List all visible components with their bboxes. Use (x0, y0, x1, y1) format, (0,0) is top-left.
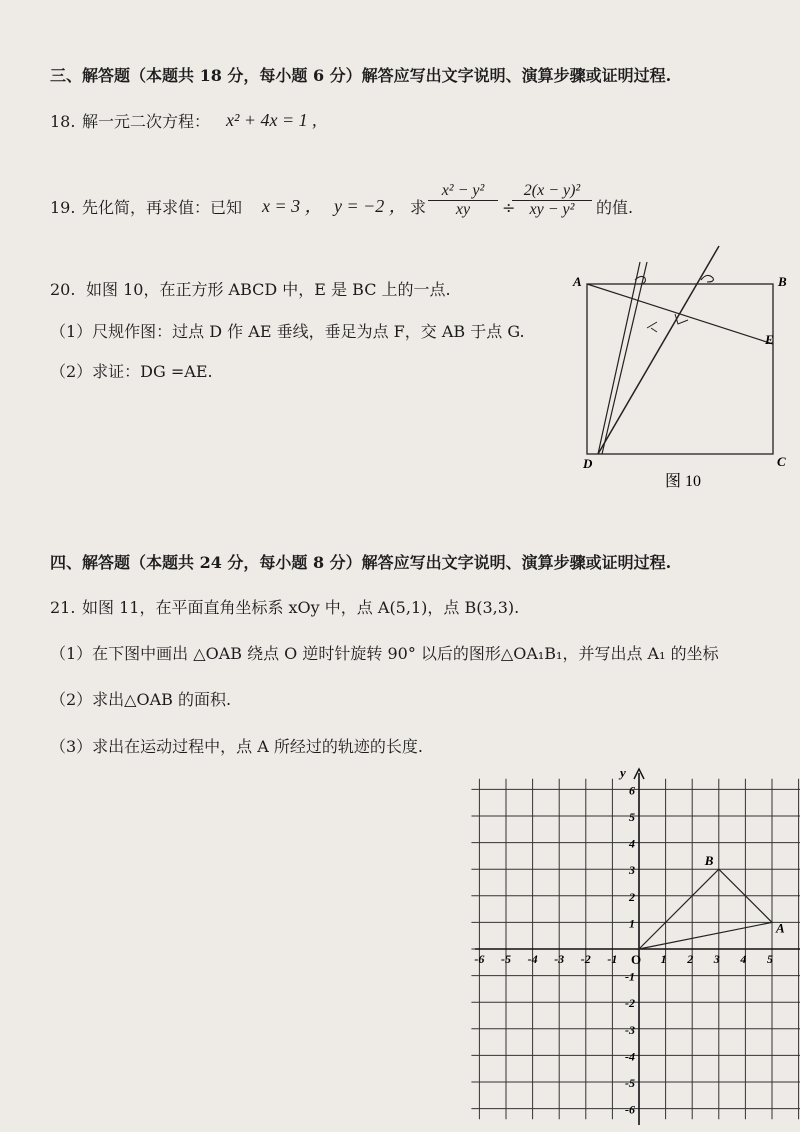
y-tick-label: -1 (625, 969, 635, 984)
q18-text: 解一元二次方程： (82, 112, 211, 131)
section3-heading: 三、解答题（本题共 18 分，每小题 6 分）解答应写出文字说明、演算步骤或证明过程. (50, 66, 672, 85)
x-tick-label: 5 (767, 952, 773, 966)
point-a-label: A (776, 920, 785, 936)
compass-arc-2 (701, 275, 713, 282)
q21-part3: （3）求出在运动过程中，点 A 所经过的轨迹的长度. (50, 737, 423, 756)
q19-fraction-1-numerator: x² − y² (428, 182, 498, 201)
x-tick-label: 3 (713, 952, 720, 966)
perpendicular-df (598, 246, 719, 454)
x-tick-label: 2 (687, 952, 694, 966)
y-tick-label: -4 (625, 1049, 635, 1064)
x-tick-label: -6 (474, 952, 485, 966)
y-tick-labels (625, 783, 635, 1116)
coordinate-axes (475, 769, 800, 1125)
q19-number: 19. (50, 198, 76, 217)
y-tick-label: 2 (629, 889, 635, 904)
x-tick-label: -2 (580, 952, 591, 966)
q20-stem: 如图 10，在正方形 ABCD 中，E 是 BC 上的一点. (86, 280, 451, 299)
label-c: C (777, 454, 786, 469)
x-tick-label: 4 (740, 952, 747, 966)
label-d: D (583, 456, 593, 471)
pencil-mark (647, 322, 657, 332)
y-tick-label: -3 (625, 1022, 635, 1037)
y-tick-label: 4 (629, 836, 635, 851)
x-tick-labels (474, 952, 773, 966)
label-a: A (573, 274, 582, 289)
q19-y-value: y = −2 ， (334, 196, 407, 216)
y-tick-label: -2 (625, 996, 635, 1011)
q21-part1: （1）在下图中画出 △OAB 绕点 O 逆时针旋转 90° 以后的图形△OA₁B₁，并写出点 A₁ 的坐标 (50, 644, 719, 663)
y-tick-label: 3 (629, 863, 635, 878)
q21-number: 21. (50, 598, 76, 617)
y-tick-label: -5 (625, 1076, 635, 1090)
q19-text1: 先化简，再求值：已知 (82, 198, 243, 217)
x-tick-label: -4 (527, 952, 538, 966)
q19-fraction-1-denominator: xy (455, 201, 471, 218)
q18-equation: x² + 4x = 1 , (226, 110, 317, 130)
label-e: E (765, 332, 774, 347)
x-tick-label: -1 (607, 952, 618, 966)
q19-fraction-2-numerator: 2(x − y)² (512, 182, 592, 201)
construction-line-1 (598, 262, 640, 454)
label-b: B (778, 274, 787, 289)
figure-11-coordinate-grid (470, 765, 800, 1132)
q19-fraction-2-denominator: xy − y² (529, 201, 575, 218)
x-tick-label: 1 (660, 952, 667, 966)
q20-part2: （2）求证：DG =AE. (50, 362, 213, 381)
q19-x-value: x = 3 ， (262, 196, 323, 216)
square-abcd (587, 284, 773, 454)
y-tick-label: 6 (629, 783, 635, 798)
point-b-label: B (704, 853, 714, 869)
q21-stem: 如图 11，在平面直角坐标系 xOy 中，点 A(5,1)，点 B(3,3). (82, 598, 520, 617)
q18-number: 18. (50, 112, 76, 131)
figure-10 (565, 240, 800, 510)
q21-part2: （2）求出△OAB 的面积. (50, 690, 232, 709)
section4-heading: 四、解答题（本题共 24 分，每小题 8 分）解答应写出文字说明、演算步骤或证明过程. (50, 553, 672, 572)
q19-divide-sign: ÷ (502, 198, 516, 217)
y-tick-label: 1 (629, 916, 635, 931)
y-tick-label: -6 (625, 1102, 635, 1117)
x-tick-label: -5 (501, 952, 511, 966)
triangle-oab (639, 869, 772, 949)
q19-text3: 的值. (596, 198, 634, 217)
q19-text2: 求 (410, 198, 427, 217)
q19-fraction-1 (428, 182, 498, 219)
q20-part1: （1）尺规作图：过点 D 作 AE 垂线，垂足为点 F，交 AB 于点 G. (50, 322, 525, 341)
q20-number: 20. (50, 280, 76, 299)
figure-10-caption: 图 10 (665, 473, 702, 490)
q19-fraction-2 (512, 182, 592, 219)
y-axis-label: y (620, 765, 626, 780)
x-tick-label: -3 (554, 952, 565, 966)
origin-label: O (631, 952, 642, 967)
y-tick-label: 5 (629, 810, 635, 824)
